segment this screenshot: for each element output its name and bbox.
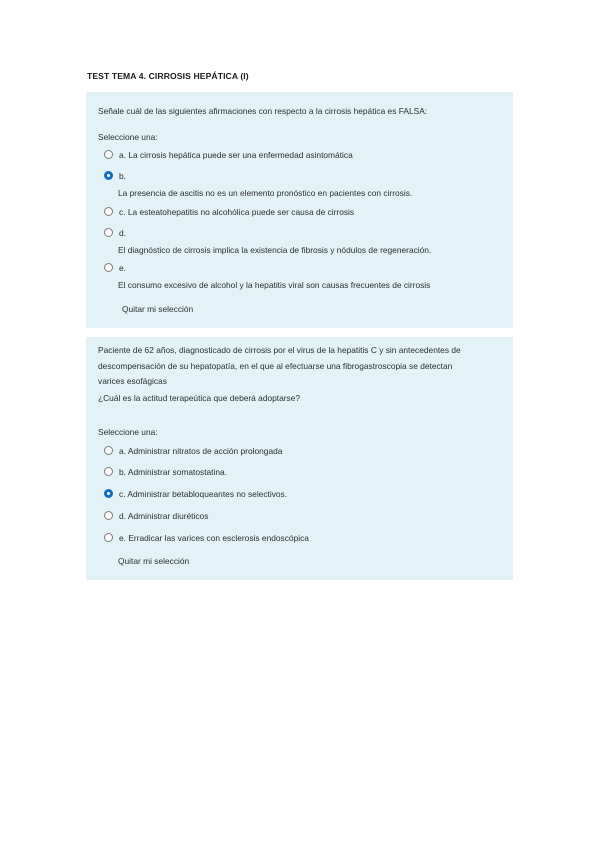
option-letter: c. xyxy=(119,489,126,499)
option-letter: b. xyxy=(119,171,126,181)
option-c[interactable] xyxy=(104,486,287,503)
option-text: Administrar nitratos de acción prolongada xyxy=(127,446,283,456)
radio-icon[interactable] xyxy=(104,150,113,159)
option-c[interactable] xyxy=(104,204,354,221)
option-text: El diagnóstico de cirrosis implica la existencia de fibrosis y nódulos de regeneración. xyxy=(118,245,432,255)
radio-selected-icon[interactable] xyxy=(104,489,113,498)
radio-icon[interactable] xyxy=(104,446,113,455)
option-b[interactable] xyxy=(104,464,227,481)
option-text: La esteatohepatitis no alcohólica puede ser causa de cirrosis xyxy=(127,207,355,217)
option-text: Administrar betabloqueantes no selectivos. xyxy=(127,489,288,499)
case-description: Paciente de 62 años, diagnosticado de cirrosis por el virus de la hepatitis C y sin antecedentes de descompensación de su hepatopatía, en el que al efectuarse una fibrogastroscopia se detectan varices esofágicas xyxy=(98,345,461,386)
option-b[interactable] xyxy=(104,168,412,202)
radio-icon[interactable] xyxy=(104,228,113,237)
option-text: La cirrosis hepática puede ser una enfermedad asintomática xyxy=(128,150,353,160)
option-text: El consumo excesivo de alcohol y la hepatitis viral son causas frecuentes de cirrosis xyxy=(118,280,431,290)
option-text: Administrar somatostatina. xyxy=(127,467,228,477)
radio-icon[interactable] xyxy=(104,511,113,520)
clear-selection-link[interactable]: Quitar mi selección xyxy=(122,304,194,314)
option-a[interactable] xyxy=(104,147,353,164)
option-letter: a. xyxy=(119,446,126,456)
question-prompt-text: ¿Cuál es la actitud terapeútica que deberá adoptarse? xyxy=(98,392,301,403)
radio-icon[interactable] xyxy=(104,467,113,476)
option-e[interactable] xyxy=(104,530,309,547)
question-card-1 xyxy=(86,92,513,328)
option-d[interactable] xyxy=(104,225,431,259)
option-letter: d. xyxy=(119,228,126,238)
clear-selection-link[interactable]: Quitar mi selección xyxy=(118,556,190,566)
radio-icon[interactable] xyxy=(104,207,113,216)
option-letter: a. xyxy=(119,150,126,160)
option-letter: e. xyxy=(119,533,126,543)
radio-selected-icon[interactable] xyxy=(104,171,113,180)
option-text: Erradicar las varices con esclerosis endoscópica xyxy=(128,533,309,543)
select-one-prompt: Seleccione una: xyxy=(98,427,158,437)
option-d[interactable] xyxy=(104,508,208,525)
option-letter: c. xyxy=(119,207,126,217)
option-letter: d. xyxy=(119,511,126,521)
option-e[interactable] xyxy=(104,260,430,294)
select-one-prompt: Seleccione una: xyxy=(98,132,158,142)
question-text xyxy=(98,343,473,406)
radio-icon[interactable] xyxy=(104,263,113,272)
option-letter: e. xyxy=(119,263,126,273)
option-a[interactable] xyxy=(104,443,282,460)
option-text: La presencia de ascitis no es un elemento pronóstico en pacientes con cirrosis. xyxy=(118,188,413,198)
question-card-2 xyxy=(86,337,513,580)
question-text: Señale cuál de las siguientes afirmaciones con respecto a la cirrosis hepática es FALSA: xyxy=(98,106,428,116)
option-text: Administrar diuréticos xyxy=(127,511,209,521)
radio-icon[interactable] xyxy=(104,533,113,542)
document-title: TEST TEMA 4. CIRROSIS HEPÁTICA (I) xyxy=(87,71,249,81)
option-letter: b. xyxy=(119,467,126,477)
